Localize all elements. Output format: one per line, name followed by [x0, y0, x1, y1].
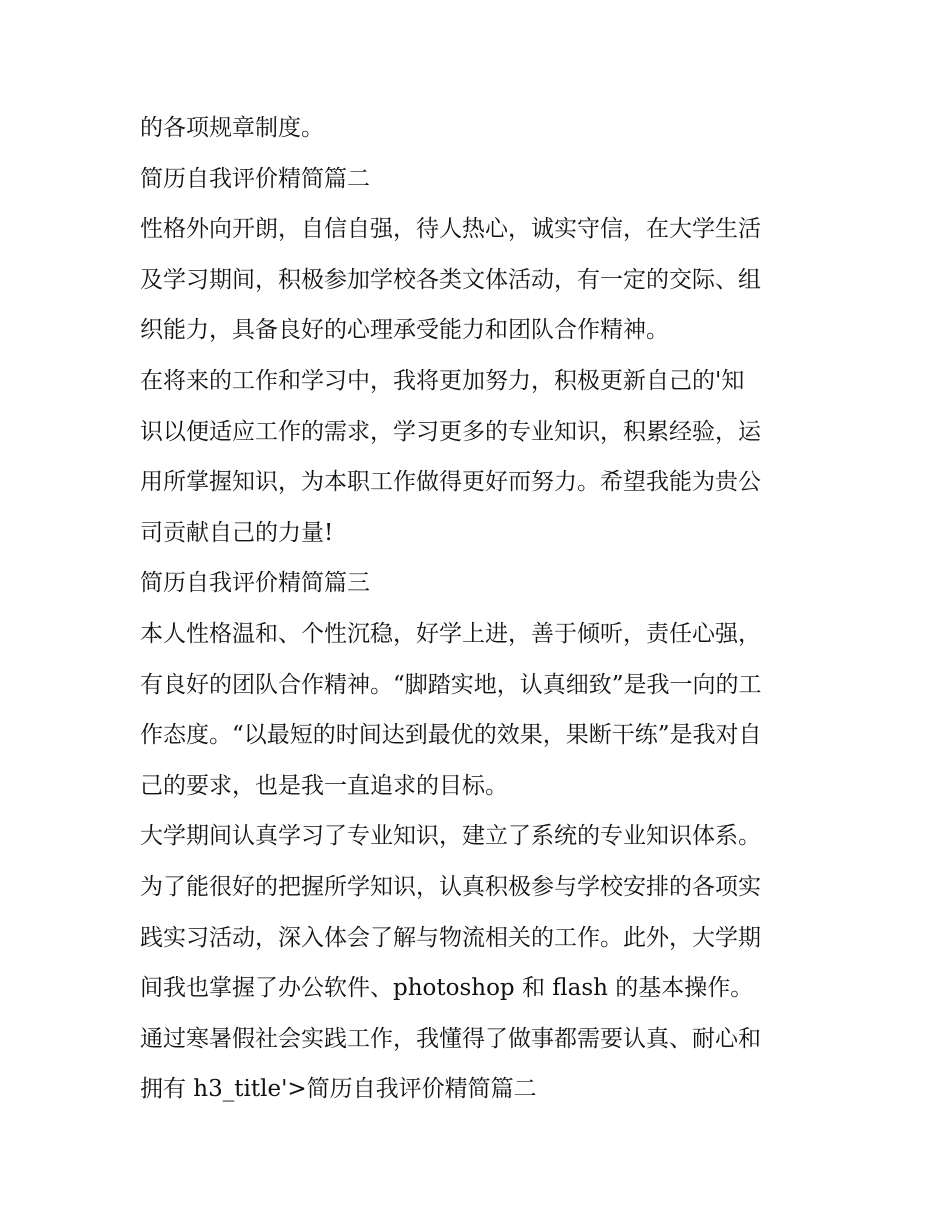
- text-line: 己的要求，也是我一直追求的目标。: [140, 772, 508, 799]
- text-line: 大学期间认真学习了专业知识，建立了系统的专业知识体系。: [140, 823, 761, 850]
- text-line: 在将来的工作和学习中，我将更加努力，积极更新自己的'知: [140, 367, 745, 394]
- text-line: 及学习期间，积极参加学校各类文体活动，有一定的交际、组: [140, 266, 761, 293]
- text-line: 的各项规章制度。: [140, 115, 324, 141]
- text-line: 通过寒暑假社会实践工作，我懂得了做事都需要认真、耐心和: [140, 1025, 761, 1052]
- text-line: 作态度。“以最短的时间达到最优的效果，果断干练”是我对自: [140, 722, 762, 749]
- text-line: 识以便适应工作的需求，学习更多的专业知识，积累经验，运: [140, 418, 761, 445]
- section-heading: 简历自我评价精简篇三: [140, 570, 370, 597]
- section-heading: 简历自我评价精简篇二: [140, 165, 370, 192]
- text-line: 拥有 h3_title'>简历自我评价精简篇二: [140, 1076, 537, 1103]
- text-line: 为了能很好的把握所学知识，认真积极参与学校安排的各项实: [140, 873, 761, 900]
- text-line: 织能力，具备良好的心理承受能力和团队合作精神。: [140, 317, 669, 344]
- text-line: 践实习活动，深入体会了解与物流相关的工作。此外，大学期: [140, 924, 761, 951]
- text-line: 用所掌握知识，为本职工作做得更好而努力。希望我能为贵公: [140, 469, 761, 496]
- document-body: [140, 106, 820, 1118]
- text-line: 本人性格温和、个性沉稳，好学上进，善于倾听，责任心强，: [140, 620, 761, 647]
- text-line: 性格外向开朗，自信自强，待人热心，诚实守信，在大学生活: [140, 216, 761, 243]
- text-line: 间我也掌握了办公软件、photoshop 和 flash 的基本操作。: [140, 975, 754, 1002]
- text-line: 有良好的团队合作精神。“脚踏实地，认真细致”是我一向的工: [140, 671, 762, 698]
- text-line: 司贡献自己的力量!: [140, 519, 334, 546]
